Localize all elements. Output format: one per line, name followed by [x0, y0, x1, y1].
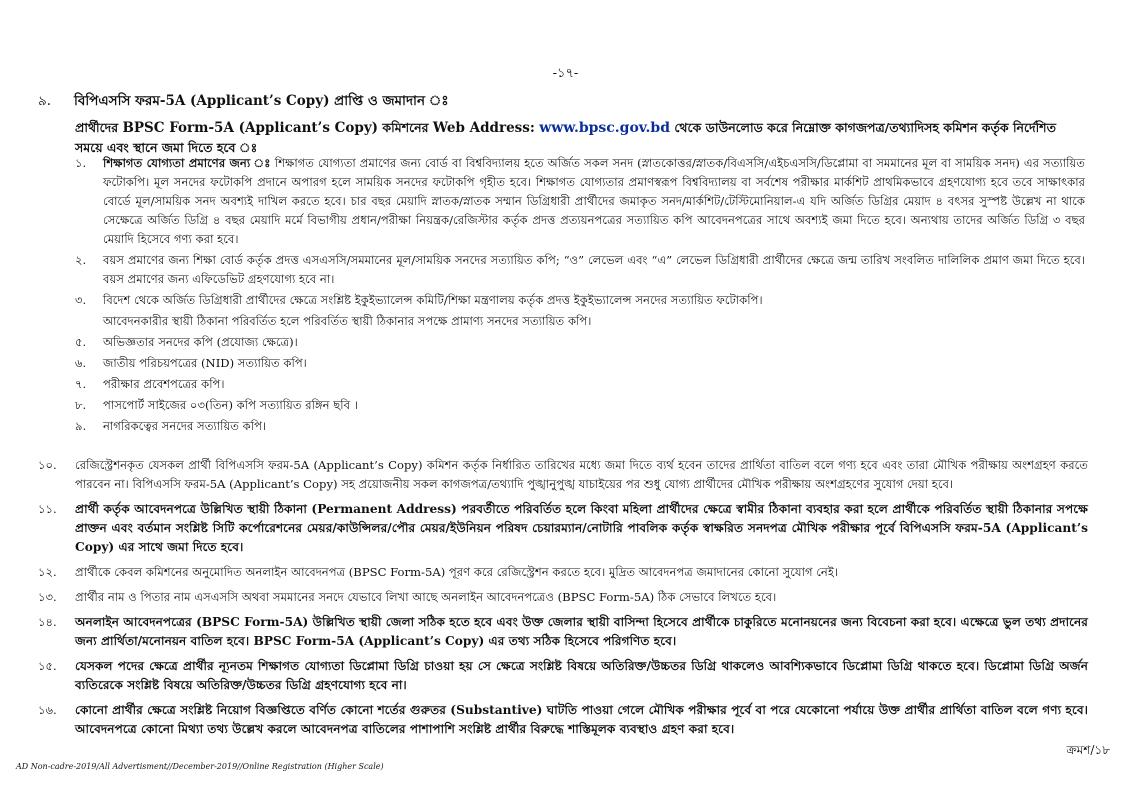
instruction-item	[38, 613, 1088, 651]
list-item-text: শিক্ষাগত যোগ্যতা প্রমাণের জন্য বোর্ড বা বিশ্ববিদ্যালয় হতে অর্জিত সকল সনদ (স্নাতকোত্তর/স্নাতক/বিএসসি/এইচএসসি/ডিপ্লোমা বা সমমানের মূল বা সাময়িক সনদ) এর সত্যায়িত ফটোকপি। মূল সনদের ফটোকপি প্রদানে অপারগ হলে সাময়িক সনদের ফটোকপি গৃহীত হবে। শিক্ষাগত যোগ্যতার প্রমাণস্বরূপ বিশ্ববিদ্যালয় বা সর্বশেষ পরীক্ষার মার্কশিট প্রাথমিকভাবে গ্রহণযোগ্য হবে তবে সাক্ষাৎকার বোর্ডে মূল/সাময়িক সনদ অবশ্যই দাখিল করতে হবে। চার বছর মেয়াদি স্নাতক/স্নাতক সম্মান ডিগ্রিধারী প্রার্থীদের জমাকৃত সনদ/মার্কশিট/টেস্টিমোনিয়াল-এ যদি অর্জিত ডিগ্রির মেয়াদ ৪ বৎসর সুস্পষ্ট উল্লেখ না থাকে সেক্ষেত্রে অর্জিত ডিগ্রি ৪ বছর মেয়াদি মর্মে বিভাগীয় প্রধান/পরীক্ষা নিয়ন্ত্রক/রেজিস্টার কর্তৃক প্রদত্ত প্রত্যয়নপত্রের সত্যায়িত কপি আবেদনপত্রের সাথে অবশ্যই জমা দিতে হবে। অন্যথায় তাদের অর্জিত ডিগ্রি ৩ বছর মেয়াদি হিসেবে গণ্য করা হবে।	[103, 156, 1085, 246]
instruction-item	[38, 500, 1088, 557]
list-item-number: ৮.	[75, 398, 87, 412]
list-item-text: পরীক্ষার প্রবেশপত্রের কপি।	[103, 377, 225, 391]
list-item-number: ৫.	[75, 335, 87, 349]
list-item-number: ৭.	[75, 377, 87, 391]
document-list	[75, 154, 1085, 438]
list-item-number: ৩.	[75, 293, 87, 307]
instruction-number: ১২.	[38, 565, 57, 579]
section-title: বিপিএসসি ফরম-5A (Applicant’s Copy) প্রাপ্তি ও জমাদান ঃ	[74, 93, 449, 109]
list-item-text: বয়স প্রমাণের জন্য শিক্ষা বোর্ড কর্তৃক প্রদত্ত এসএসসি/সমমানের মূল/সাময়িক সনদের সত্যায়িত কপি; “ও” লেভেল এবং “এ” লেভেল ডিগ্রিধারী প্রার্থীদের ক্ষেত্রে জন্ম তারিখ সংবলিত দালিলিক প্রমাণ জমা দিতে হবে। বয়স প্রমাণের জন্য এফিডেভিট গ্রহণযোগ্য হবে না।	[103, 253, 1085, 286]
instruction-text: প্রার্থী কর্তৃক আবেদনপত্রে উল্লিখিত স্থায়ী ঠিকানা (Permanent Address) পরবর্তীতে পরিবর্তিত হলে কিংবা মহিলা প্রার্থীদের ক্ষেত্রে স্বামীর ঠিকানা ব্যবহার করা হলে প্রার্থীকে পরিবর্তিত স্থায়ী ঠিকানার সপক্ষে প্রাক্তন এবং বর্তমান সংশ্লিষ্ট সিটি কর্পোরেশনের মেয়র/কাউন্সিলর/পৌর মেয়র/ইউনিয়ন পরিষদ চেয়ারম্যান/নোটারি পাবলিক কর্তৃক স্বাক্ষরিত সনদপত্র মৌখিক পরীক্ষার পূর্বে বিপিএসসি ফরম-5A (Applicant’s Copy) এর সাথে জমা দিতে হবে।	[75, 502, 1088, 554]
intro-text-3: থেকে ডাউনলোড করে নিম্নোক্ত কাগজপত্র/তথ্যাদিসহ কমিশন কর্তৃক নির্দেশিত সময়ে এবং স্থানে জমা দিতে হবে ঃ	[75, 120, 1056, 155]
list-item-number: ৯.	[75, 419, 87, 433]
instruction-text: প্রার্থীর নাম ও পিতার নাম এসএসসি অথবা সমমানের সনদে যেভাবে লিখা আছে অনলাইন আবেদনপত্রেও (BPSC Form-5A) ঠিক সেভাবে লিখতে হবে।	[75, 590, 777, 604]
list-item	[75, 375, 1085, 394]
instruction-text: অনলাইন আবেদনপত্রের (BPSC Form-5A) উল্লিখিত স্থায়ী জেলা সঠিক হতে হবে এবং উক্ত জেলার স্থায়ী বাসিন্দা হিসেবে প্রার্থীকে চাকুরিতে মনোনয়নের জন্য বিবেচনা করা হবে। এক্ষেত্রে ভুল তথ্য প্রদানের জন্য প্রার্থিতা/মনোনয়ন বাতিল হবে। BPSC Form-5A (Applicant’s Copy) এর তথ্য সঠিক হিসেবে পরিগণিত হবে।	[75, 615, 1088, 648]
list-item-text: বিদেশ থেকে অর্জিত ডিগ্রিধারী প্রার্থীদের ক্ষেত্রে সংশ্লিষ্ট ইকুইভ্যালেন্স কমিটি/শিক্ষা মন্ত্রণালয় কর্তৃক প্রদত্ত ইকুইভ্যালেন্স সনদের সত্যায়িত ফটোকপি।	[103, 293, 763, 307]
list-item-number	[75, 312, 103, 331]
footer-reference: AD Non-cadre-2019/All Advertisment//December-2019//Online Registration (Higher Scale)	[16, 762, 384, 771]
instruction-item	[38, 563, 1088, 582]
instruction-item	[38, 588, 1088, 607]
intro-text-2: কমিশনের	[378, 120, 433, 135]
instruction-number: ১৩.	[38, 590, 57, 604]
list-item-number: ১.	[75, 156, 87, 170]
intro-paragraph	[75, 118, 1085, 158]
intro-form: BPSC Form-5A (Applicant’s Copy)	[122, 120, 379, 136]
list-item	[75, 354, 1085, 373]
instruction-text: প্রার্থীকে কেবল কমিশনের অনুমোদিত অনলাইন আবেদনপত্র (BPSC Form-5A) পূরণ করে রেজিস্ট্রেশন করতে হবে। মুদ্রিত আবেদনপত্র জমাদানের কোনো সুযোগ নেই।	[75, 565, 839, 579]
list-item-number: ২.	[75, 253, 87, 267]
list-item	[75, 417, 1085, 436]
instruction-item	[38, 456, 1088, 494]
list-item-text: অভিজ্ঞতার সনদের কপি (প্রযোজ্য ক্ষেত্রে)।	[103, 335, 298, 349]
list-item	[75, 154, 1085, 249]
list-item	[75, 291, 1085, 310]
instruction-number: ১৫.	[38, 659, 57, 673]
list-item-text: জাতীয় পরিচয়পত্রের (NID) সত্যায়িত কপি।	[103, 356, 307, 370]
section-number: ৯.	[38, 93, 52, 109]
instruction-number: ১০.	[38, 458, 57, 472]
list-item-number: ৬.	[75, 356, 87, 370]
instruction-text: কোনো প্রার্থীর ক্ষেত্রে সংশ্লিষ্ট নিয়োগ বিজ্ঞপ্তিতে বর্ণিত কোনো শর্তের গুরুতর (Substantive) ঘাটতি পাওয়া গেলে মৌখিক পরীক্ষার পূর্বে বা পরে যেকোনো পর্যায়ে উক্ত প্রার্থীর প্রার্থিতা বাতিল বলে গণ্য হবে। আবেদনপত্রে কোনো মিথ্যা তথ্য উল্লেখ করলে আবেদনপত্র বাতিলের পাশাপাশি সংশ্লিষ্ট প্রার্থীর বিরুদ্ধে শাস্তিমূলক ব্যবস্থাও গ্রহণ করা হবে।	[75, 703, 1088, 736]
instruction-number: ১৪.	[38, 615, 57, 629]
list-item	[75, 333, 1085, 352]
list-item	[75, 251, 1085, 289]
instruction-number: ১১.	[38, 502, 57, 516]
list-item-text: আবেদনকারীর স্থায়ী ঠিকানা পরিবর্তিত হলে পরিবর্তিত স্থায়ী ঠিকানার সপক্ষে প্রামাণ্য সনদের সত্যায়িত কপি।	[103, 314, 592, 328]
list-item	[75, 396, 1085, 415]
page-number: -১৭-	[552, 66, 579, 81]
list-item-text: পাসপোর্ট সাইজের ০৩(তিন) কপি সত্যায়িত রঙ্গিন ছবি ।	[103, 398, 358, 412]
instruction-text: যেসকল পদের ক্ষেত্রে প্রার্থীর ন্যূনতম শিক্ষাগত যোগ্যতা ডিপ্লোমা ডিগ্রি চাওয়া হয় সে ক্ষেত্রে সংশ্লিষ্ট বিষয়ে অতিরিক্ত/উচ্চতর ডিগ্রি থাকলেও আবশ্যিকভাবে ডিপ্লোমা ডিগ্রি থাকতে হবে। ডিপ্লোমা ডিগ্রি অর্জন ব্যতিরেকে সংশ্লিষ্ট বিষয়ে অতিরিক্ত/উচ্চতর ডিগ্রি গ্রহণযোগ্য হবে না।	[75, 659, 1088, 692]
intro-web-label: Web Address:	[432, 120, 535, 136]
continued-marker: ক্রমশ/১৮	[1066, 743, 1110, 757]
instruction-list	[38, 456, 1088, 745]
list-item-text: নাগরিকত্বের সনদের সত্যায়িত কপি।	[103, 419, 267, 433]
bpsc-website-link[interactable]: www.bpsc.gov.bd	[539, 120, 670, 136]
instruction-text: রেজিস্ট্রেশনকৃত যেসকল প্রার্থী বিপিএসসি ফরম-5A (Applicant’s Copy) কমিশন কর্তৃক নির্ধারিত তারিখের মধ্যে জমা দিতে ব্যর্থ হবেন তাদের প্রার্থিতা বাতিল বলে গণ্য হবে এবং তারা মৌখিক পরীক্ষায় অংশগ্রহণ করতে পারবেন না। বিপিএসসি ফরম-5A (Applicant’s Copy) সহ প্রয়োজনীয় সকল কাগজপত্র/তথ্যাদি পুঙ্খানুপুঙ্খ যাচাইয়ের পর শুধু যোগ্য প্রার্থীদের মৌখিক পরীক্ষায় অংশগ্রহণের সুযোগ দেয়া হবে।	[75, 458, 1088, 491]
instruction-item	[38, 657, 1088, 695]
instruction-item	[38, 701, 1088, 739]
list-item	[75, 312, 1085, 331]
intro-text-1: প্রার্থীদের	[75, 120, 123, 135]
instruction-number: ১৬.	[38, 703, 57, 717]
list-item-lead: শিক্ষাগত যোগ্যতা প্রমাণের জন্য ঃ	[103, 156, 271, 170]
section-heading	[38, 90, 1098, 113]
